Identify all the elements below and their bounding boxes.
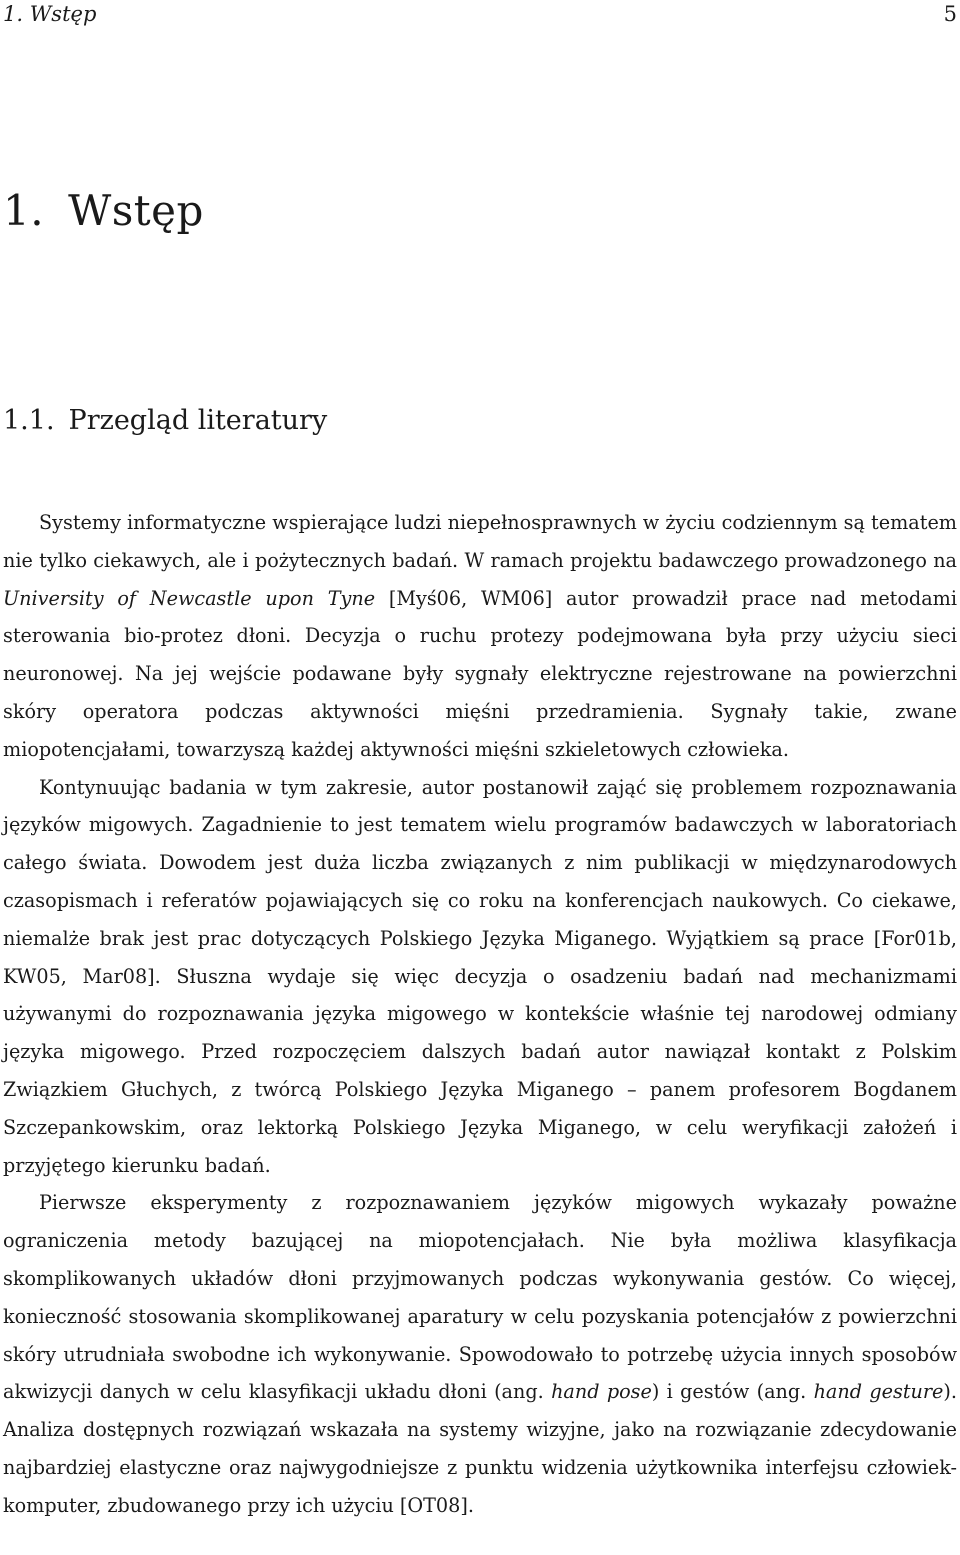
paragraph bbox=[3, 769, 957, 1185]
text-run: ) i gestów (ang. bbox=[651, 1380, 814, 1404]
paragraph bbox=[3, 504, 957, 769]
text-run: Pierwsze eksperymenty z rozpoznawaniem języków migowych wykazały poważne ograniczenia metody bazującej na miopotencjałach. Nie była możliwa klasyfikacja skomplikowanych układów dłoni przyjmowanych podczas wykonywania gestów. Co więcej, konieczność stosowania skomplikowanej aparatury w celu pozyskania potencjałów z powierzchni skóry utrudniała swobodne ich wykonywanie. Spowodowało to potrzebę użycia innych sposobów akwizycji danych w celu klasyfikacji układu dłoni (ang. bbox=[3, 1191, 957, 1404]
text-run: [Myś06, WM06] autor prowadził prace nad metodami sterowania bio-protez dłoni. Decyzja o ruchu protezy podejmowana była przy użyciu sieci neuronowej. Na jej wejście podawane były sygnały elektryczne rejestrowane na powierzchni skóry operatora podczas aktywności mięśni przedramienia. Sygnały takie, zwane miopotencjałami, towarzyszą każdej aktywności mięśni szkieletowych człowieka. bbox=[3, 586, 957, 761]
body-text bbox=[3, 504, 957, 1525]
chapter-title bbox=[3, 186, 204, 236]
running-title: 1. Wstęp bbox=[3, 2, 97, 26]
paragraph bbox=[3, 1184, 957, 1524]
text-run: Systemy informatyczne wspierające ludzi niepełnosprawnych w życiu codziennym są tematem nie tylko ciekawych, ale i pożytecznych badań. W ramach projektu badawczego prowadzonego na bbox=[3, 511, 957, 572]
text-run-italic: University of Newcastle upon Tyne bbox=[3, 586, 376, 610]
text-run: ). Analiza dostępnych rozwiązań wskazała na systemy wizyjne, jako na rozwiązanie zdecydowanie najbardziej elastyczne oraz najwygodniejsze z punktu widzenia użytkownika interfejsu człowiek-komputer, zbudowanego przy ich użyciu [OT08]. bbox=[3, 1380, 958, 1517]
running-header bbox=[3, 0, 957, 28]
section-number: 1.1. bbox=[3, 405, 55, 436]
chapter-number: 1. bbox=[3, 186, 45, 235]
text-run-italic: hand pose bbox=[551, 1380, 652, 1404]
section-title bbox=[3, 404, 327, 438]
chapter-title-text: Wstęp bbox=[68, 186, 204, 235]
section-title-text: Przegląd literatury bbox=[68, 405, 328, 436]
text-run: Kontynuując badania w tym zakresie, autor postanowił zająć się problemem rozpoznawania języków migowych. Zagadnienie to jest tematem wielu programów badawczych w laboratoriach całego świata. Dowodem jest duża liczba związanych z nim publikacji w międzynarodowych czasopismach i referatów pojawiających się co roku na konferencjach naukowych. Co ciekawe, niemalże brak jest prac dotyczących Polskiego Języka Miganego. Wyjątkiem są prace [For01b, KW05, Mar08]. Słuszna wydaje się więc decyzja o osadzeniu badań nad mechanizmami używanymi do rozpoznawania języka migowego w kontekście właśnie tej narodowej odmiany języka migowego. Przed rozpoczęciem dalszych badań autor nawiązał kontakt z Polskim Związkiem Głuchych, z twórcą Polskiego Języka Miganego – panem profesorem Bogdanem Szczepankowskim, oraz lektorką Polskiego Języka Miganego, w celu weryfikacji założeń i przyjętego kierunku badań. bbox=[3, 775, 957, 1177]
text-run-italic: hand gesture bbox=[813, 1380, 944, 1404]
page-number: 5 bbox=[943, 2, 957, 26]
